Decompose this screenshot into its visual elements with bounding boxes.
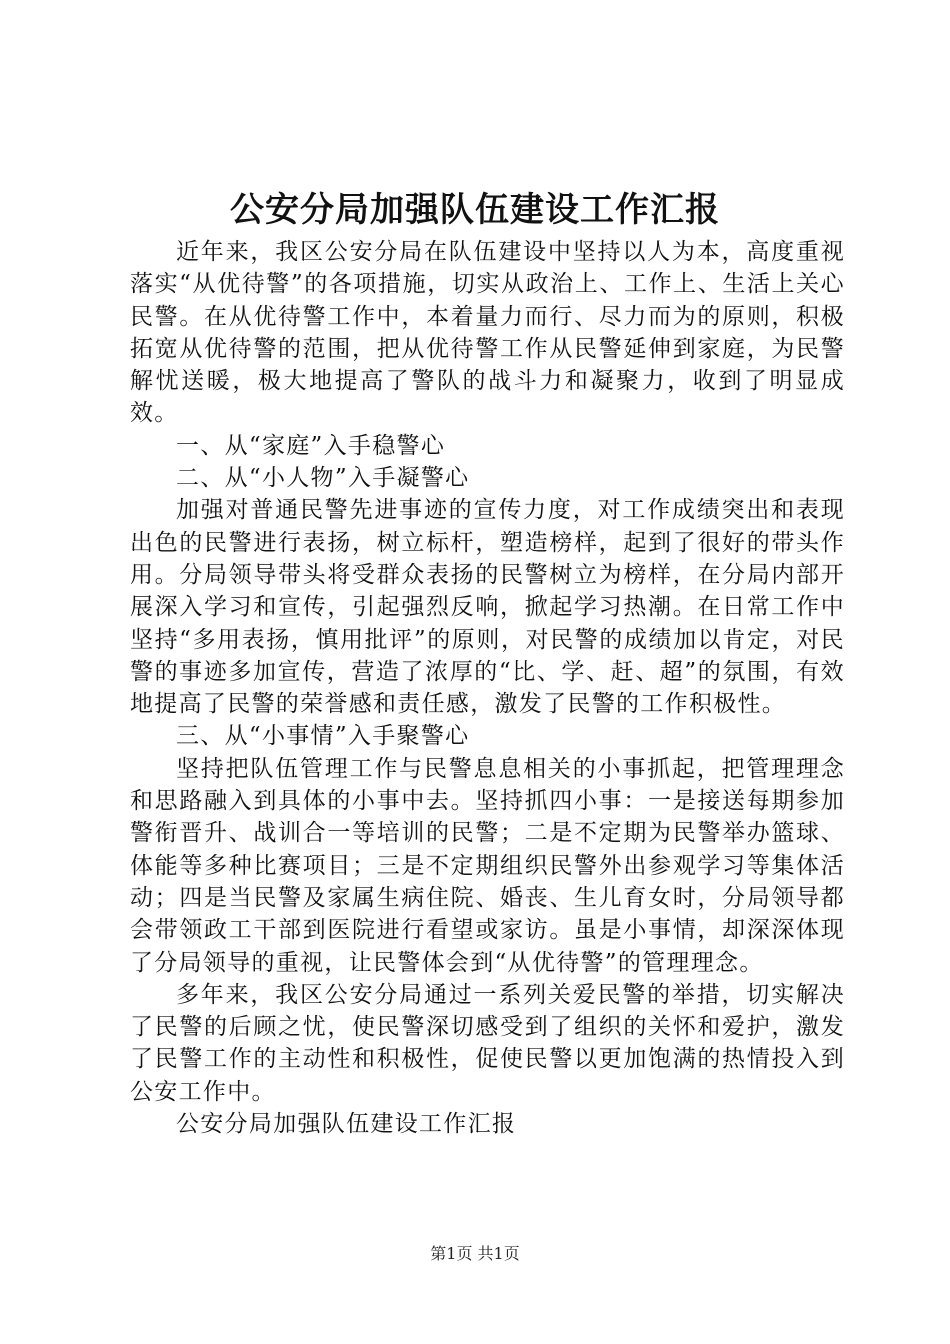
section-heading-2: 二、从“小人物”入手凝警心 <box>176 465 470 492</box>
document-body <box>130 236 845 1140</box>
section-heading-1: 一、从“家庭”入手稳警心 <box>176 432 446 459</box>
section-2-paragraph: 加强对普通民警先进事迹的宣传力度，对工作成绩突出和表现出色的民警进行表扬，树立标杆，塑造榜样，起到了很好的带头作用。分局领导带头将受群众表扬的民警树立为榜样，在分局内部开展深入学习和宣传，引起强烈反响，掀起学习热潮。在日常工作中坚持“多用表扬，慎用批评”的原则，对民警的成绩加以肯定，对民警的事迹多加宣传，营造了浓厚的“比、学、赶、超”的氛围，有效地提高了民警的荣誉感和责任感，激发了民警的工作积极性。 <box>130 497 845 718</box>
section-3-paragraph: 坚持把队伍管理工作与民警息息相关的小事抓起，把管理理念和思路融入到具体的小事中去。坚持抓四小事：一是接送每期参加警衔晋升、战训合一等培训的民警；二是不定期为民警举办篮球、体能等多种比赛项目；三是不定期组织民警外出参观学习等集体活动；四是当民警及家属生病住院、婚丧、生儿育女时，分局领导都会带领政工干部到医院进行看望或家访。虽是小事情，却深深体现了分局领导的重视，让民警体会到“从优待警”的管理理念。 <box>130 755 845 976</box>
section-heading-3: 三、从“小事情”入手聚警心 <box>176 723 470 750</box>
page-footer: 第1页 共1页 <box>430 1244 520 1263</box>
document-title: 公安分局加强队伍建设工作汇报 <box>230 190 720 230</box>
intro-paragraph: 近年来，我区公安分局在队伍建设中坚持以人为本，高度重视落实“从优待警”的各项措施，切实从政治上、工作上、生活上关心民警。在从优待警工作中，本着量力而行、尽力而为的原则，积极拓宽从优待警的范围，把从优待警工作从民警延伸到家庭，为民警解忧送暖，极大地提高了警队的战斗力和凝聚力，收到了明显成效。 <box>130 239 845 427</box>
closing-line: 公安分局加强队伍建设工作汇报 <box>176 1111 517 1138</box>
conclusion-paragraph: 多年来，我区公安分局通过一系列关爱民警的举措，切实解决了民警的后顾之忧，使民警深切感受到了组织的关怀和爱护，激发了民警工作的主动性和积极性，促使民警以更加饱满的热情投入到公安工作中。 <box>130 981 845 1105</box>
